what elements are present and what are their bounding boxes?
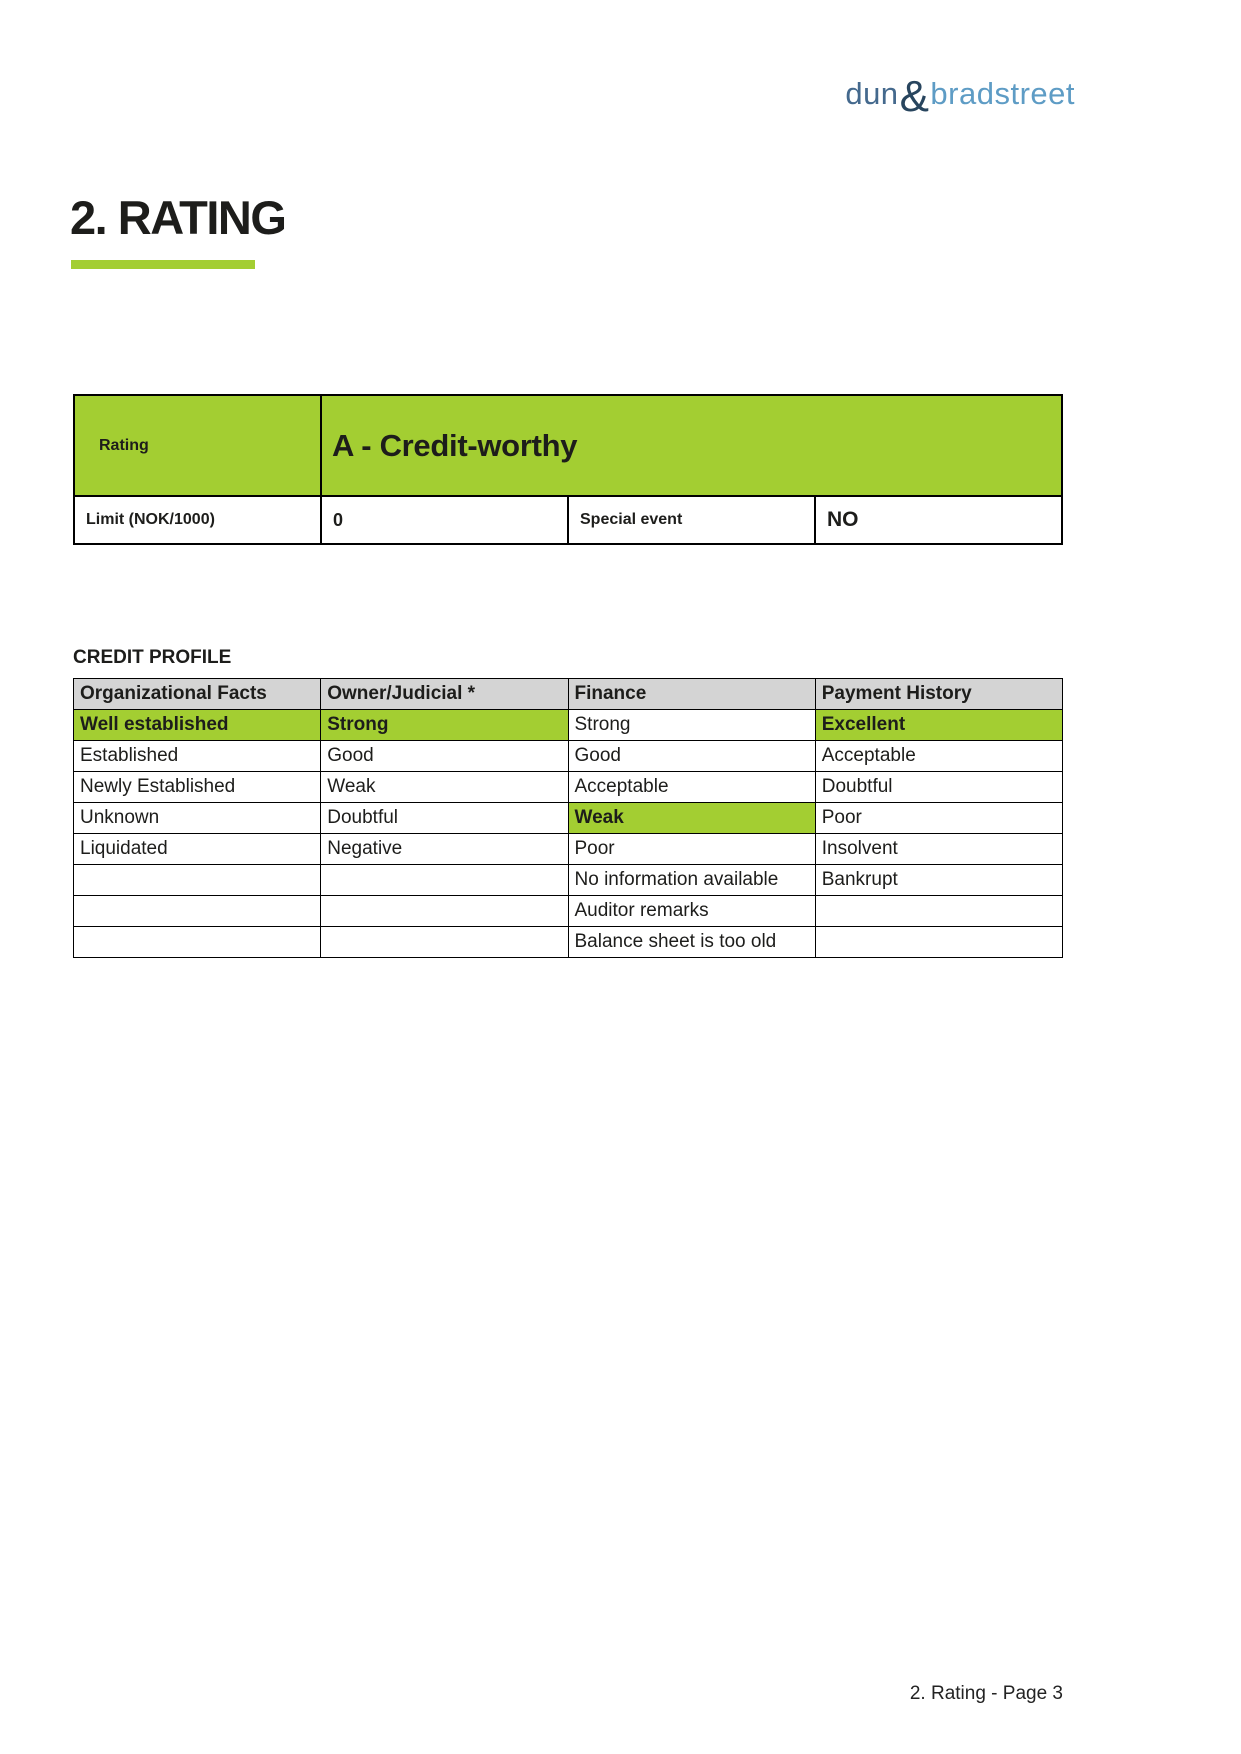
limit-value-cell: 0 <box>321 496 568 544</box>
profile-row <box>74 896 1063 927</box>
special-event-label-cell: Special event <box>568 496 815 544</box>
profile-cell <box>321 927 568 958</box>
limit-label-cell: Limit (NOK/1000) <box>74 496 321 544</box>
profile-cell: Unknown <box>74 803 321 834</box>
profile-row <box>74 710 1063 741</box>
profile-cell: Insolvent <box>815 834 1062 865</box>
profile-cell <box>74 927 321 958</box>
profile-cell: Acceptable <box>815 741 1062 772</box>
page-footer: 2. Rating - Page 3 <box>909 1683 1063 1704</box>
profile-cell: Doubtful <box>321 803 568 834</box>
profile-cell <box>74 865 321 896</box>
logo-text-dun: dun <box>845 76 899 111</box>
rating-value-cell: A - Credit-worthy <box>321 395 1062 496</box>
profile-cell: Well established <box>74 710 321 741</box>
special-event-value-cell: NO <box>815 496 1062 544</box>
title-underline-bar <box>71 260 255 269</box>
profile-cell: Newly Established <box>74 772 321 803</box>
dnb-logo <box>845 72 1075 121</box>
profile-row <box>74 741 1063 772</box>
profile-row <box>74 803 1063 834</box>
profile-cell: Strong <box>321 710 568 741</box>
profile-row <box>74 772 1063 803</box>
profile-row <box>74 865 1063 896</box>
profile-cell: Weak <box>321 772 568 803</box>
profile-cell: Established <box>74 741 321 772</box>
column-header-payment-history: Payment History <box>815 679 1062 710</box>
profile-cell: No information available <box>568 865 815 896</box>
profile-cell <box>74 896 321 927</box>
logo-text-bradstreet: bradstreet <box>930 76 1075 111</box>
profile-header-row <box>74 679 1063 710</box>
profile-row <box>74 834 1063 865</box>
rating-row <box>74 395 1062 496</box>
profile-cell: Good <box>321 741 568 772</box>
credit-profile-title: CREDIT PROFILE <box>73 647 232 668</box>
profile-cell: Doubtful <box>815 772 1062 803</box>
profile-cell: Poor <box>815 803 1062 834</box>
profile-cell: Negative <box>321 834 568 865</box>
profile-cell <box>321 865 568 896</box>
ampersand-icon: & <box>899 72 930 121</box>
profile-cell: Liquidated <box>74 834 321 865</box>
rating-label-cell: Rating <box>74 395 321 496</box>
profile-cell: Excellent <box>815 710 1062 741</box>
profile-cell <box>321 896 568 927</box>
profile-cell: Strong <box>568 710 815 741</box>
rating-table <box>73 394 1063 545</box>
profile-cell <box>815 927 1062 958</box>
profile-cell: Weak <box>568 803 815 834</box>
profile-cell <box>815 896 1062 927</box>
profile-row <box>74 927 1063 958</box>
limit-special-event-row <box>74 496 1062 544</box>
profile-cell: Bankrupt <box>815 865 1062 896</box>
profile-cell: Good <box>568 741 815 772</box>
profile-cell: Acceptable <box>568 772 815 803</box>
credit-profile-table <box>73 678 1063 958</box>
column-header-organizational-facts: Organizational Facts <box>74 679 321 710</box>
page-title: 2. RATING <box>70 191 286 244</box>
column-header-finance: Finance <box>568 679 815 710</box>
column-header-owner-judicial: Owner/Judicial * <box>321 679 568 710</box>
profile-cell: Auditor remarks <box>568 896 815 927</box>
profile-cell: Poor <box>568 834 815 865</box>
profile-cell: Balance sheet is too old <box>568 927 815 958</box>
